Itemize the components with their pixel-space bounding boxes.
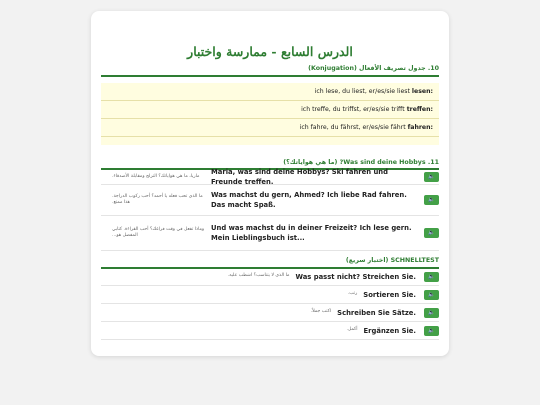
play-audio-button[interactable] — [424, 272, 439, 282]
conjugation-forms: ich lese, du liest, er/es/sie liest — [314, 88, 410, 95]
conjugation-row — [101, 83, 439, 101]
speaker-icon: 🔈 — [428, 291, 435, 298]
conjugation-verb: treffen: — [406, 106, 433, 113]
play-audio-button[interactable] — [424, 172, 439, 182]
play-audio-button[interactable] — [424, 290, 439, 300]
test-row — [101, 268, 439, 286]
dialogue-translation: ماريا، ما هي هواياتك؟ التزلج ومقابلة الأصدقاء. — [112, 173, 200, 179]
conjugation-verb: lesen: — [411, 88, 433, 95]
test-translation: ما الذي لا يتناسب؟ اشطب عليه. — [227, 273, 290, 279]
play-audio-button[interactable] — [424, 308, 439, 318]
section-11-title: 11. Was sind deine Hobbys? (ما هي هواياتك؟) — [283, 159, 439, 166]
conjugation-row — [101, 101, 439, 119]
dialogue-sentence: Maria, was sind deine Hobbys? Ski fahren und Freunde treffen. — [211, 168, 388, 186]
test-translation: أكمل. — [346, 327, 358, 333]
dialogue-row — [101, 216, 439, 251]
dialogue-sentence: Und was machst du in deiner Freizeit? Ich lese gern. Mein Lieblingsbuch ist... — [211, 224, 412, 242]
test-instruction: Schreiben Sie Sätze. — [337, 308, 416, 317]
speaker-icon: 🔈 — [428, 174, 435, 180]
conjugation-table-end — [101, 137, 439, 145]
page-title: الدرس السابع - ممارسة واختبار — [187, 44, 353, 59]
test-instruction: Was passt nicht? Streichen Sie. — [295, 272, 416, 281]
conjugation-forms: ich treffe, du triffst, er/es/sie trifft — [301, 106, 405, 113]
test-translation: رتب. — [347, 291, 358, 297]
dialogue-translation: وماذا تفعل في وقت فراغك؟ أحب القراءة. كتابي المفضل هو... — [112, 226, 205, 238]
speaker-icon: 🔈 — [428, 327, 435, 334]
dialogue-sentence: Was machst du gern, Ahmed? Ich liebe Rad fahren. Das macht Spaß. — [211, 191, 407, 209]
speaker-icon: 🔈 — [428, 197, 435, 203]
speaker-icon: 🔈 — [428, 309, 435, 316]
speaker-icon: 🔈 — [428, 230, 435, 236]
test-row — [101, 304, 439, 322]
test-row — [101, 322, 439, 340]
test-instruction: Sortieren Sie. — [363, 290, 416, 299]
dialogue-row — [101, 170, 439, 185]
play-audio-button[interactable] — [424, 195, 439, 205]
play-audio-button[interactable] — [424, 228, 439, 238]
dialogue-row — [101, 185, 439, 216]
speaker-icon: 🔈 — [428, 273, 435, 280]
section-10-divider — [101, 75, 439, 77]
dialogue-translation: ما الذي تحب فعله يا أحمد؟ أحب ركوب الدراجة. هذا ممتع. — [112, 193, 203, 205]
schnelltest-title: SCHNELLTEST (اختبار سريع) — [345, 257, 439, 264]
section-10-title: 10. جدول تصريف الأفعال (Konjugation) — [308, 65, 439, 72]
test-instruction: Ergänzen Sie. — [363, 326, 416, 335]
conjugation-row — [101, 119, 439, 137]
conjugation-forms: ich fahre, du fährst, er/es/sie fährt — [299, 124, 406, 131]
lesson-card — [91, 11, 449, 356]
conjugation-verb: fahren: — [407, 124, 433, 131]
play-audio-button[interactable] — [424, 326, 439, 336]
test-translation: اكتب جملاً. — [310, 309, 332, 315]
test-row — [101, 286, 439, 304]
